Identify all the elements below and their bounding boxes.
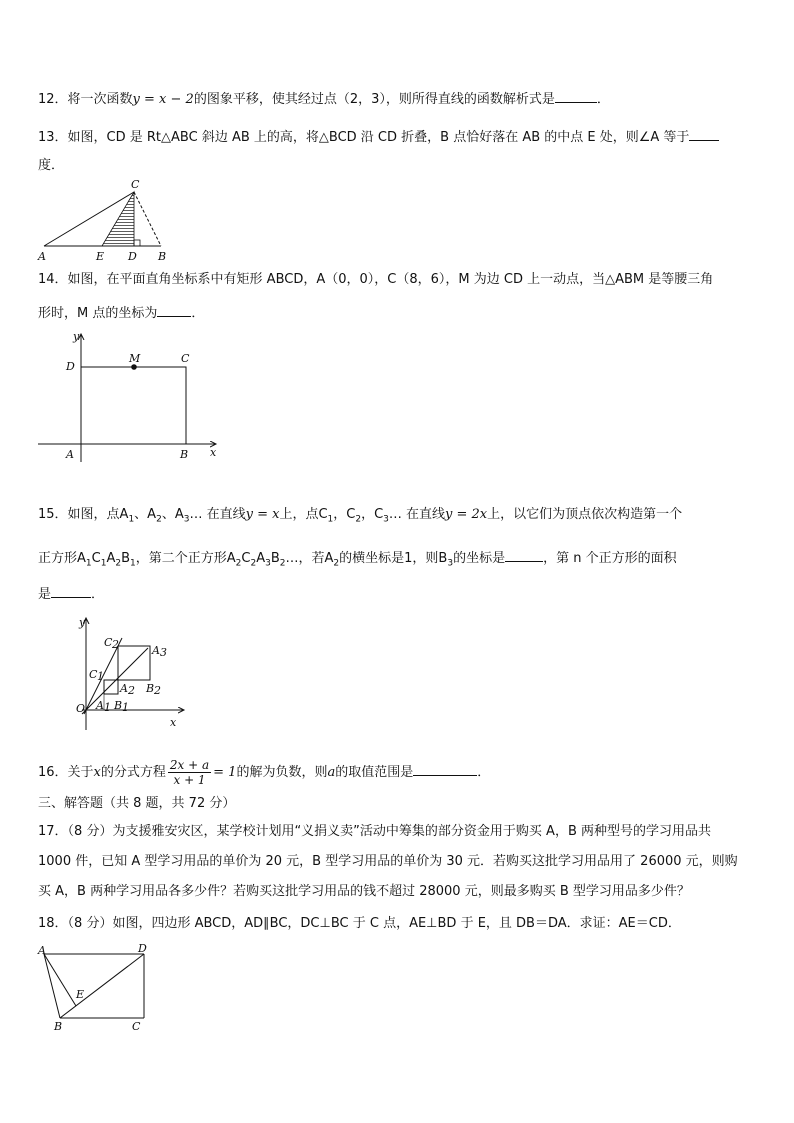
- q15-t5: 上，点C: [279, 507, 328, 522]
- q16-fraction: [168, 758, 211, 787]
- q14-text-2: 形时，M 点的坐标为: [38, 306, 158, 321]
- q18-label-E: E: [76, 988, 85, 1001]
- q17-text-2: 1000 件，已知 A 型学习用品的单价为 20 元，B 型学习用品的单价为 30 元．若购买这批学习用品用了 26000 元，则购: [38, 854, 738, 869]
- q17-text-1: 17．（8 分）为支援雅安灾区，某学校计划用“义捐义卖”活动中筹集的部分资金用于购买 A，B 两种型号的学习用品共: [38, 824, 711, 839]
- q12-text-prefix: 12．将一次函数: [38, 92, 133, 107]
- q15-label-A1: A: [96, 699, 104, 712]
- q12-formula: y = x − 2: [132, 92, 194, 107]
- q15-t2: 、A: [134, 507, 157, 522]
- q15-t16: 是: [38, 587, 52, 602]
- q15-label-y: y: [79, 616, 86, 629]
- q15-label-C1: C: [89, 668, 98, 681]
- svg-text:1: 1: [97, 670, 104, 683]
- q13-answer-blank[interactable]: [689, 126, 719, 141]
- q15-t1: 15．如图，点A: [38, 507, 129, 522]
- q16-denominator: x + 1: [173, 773, 206, 787]
- q14-label-M: M: [129, 352, 141, 365]
- q15-label-C2: C: [104, 636, 113, 649]
- q13-figure-triangle: [34, 176, 174, 262]
- question-15-line3: [38, 583, 104, 605]
- svg-text:2: 2: [112, 638, 119, 651]
- question-12: [38, 88, 610, 110]
- q15-label-x: x: [170, 716, 177, 729]
- q15-t13: 的横坐标是1，则B: [339, 551, 448, 566]
- q14-text: 14．如图，在平面直角坐标系中有矩形 ABCD，A（0，0），C（8，6），M 为边 CD 上一动点，当△ABM 是等腰三角: [38, 272, 714, 287]
- question-14-line2: [38, 302, 204, 324]
- q13-text-end: 度．: [38, 158, 65, 173]
- q14-label-A: A: [66, 448, 74, 461]
- q18-label-C: C: [132, 1020, 141, 1033]
- q17-text-3: 买 A，B 两种学习用品各多少件？若购买这批学习用品的钱不超过 28000 元，则最多购买 B 型学习用品多少件？: [38, 884, 690, 899]
- question-16: [38, 758, 490, 788]
- q16-var-x: x: [93, 765, 101, 780]
- q15-figure-squares: [60, 612, 190, 736]
- q15-t17: ．: [91, 587, 105, 602]
- q13-text: 13．如图，CD 是 Rt△ABC 斜边 AB 上的高，将△BCD 沿 CD 折叠，B 点恰好落在 AB 的中点 E 处，则∠A 等于: [38, 130, 690, 145]
- q18-text: 18．（8 分）如图，四边形 ABCD，AD∥BC，DC⊥BC 于 C 点，AE⊥BD 于 E，且 DB＝DA．求证：AE＝CD．: [38, 916, 681, 931]
- svg-text:2: 2: [128, 684, 135, 697]
- q18-label-B: B: [54, 1020, 63, 1033]
- q15-t11: ，第二个正方形A: [135, 551, 236, 566]
- q15-label-A3: A: [152, 644, 160, 657]
- q15-answer-blank-1[interactable]: [505, 547, 543, 562]
- q15-t14: 的坐标是: [453, 551, 506, 566]
- q12-end: ．: [596, 92, 610, 107]
- question-18: [38, 914, 681, 934]
- question-15-line2: 正方形$A_1C_1A_2B_1$，第二个正方形$A_2C_2A_3B_2\dots$，若$A_2$的横坐标是1，则$B_3$的坐标是 ，第 n 个正方形的面积: [38, 547, 677, 574]
- q13-label-D: D: [128, 250, 137, 262]
- q16-answer-blank[interactable]: [413, 761, 477, 776]
- q14-label-y: y: [73, 330, 80, 343]
- q18-figure-quadrilateral: [34, 942, 158, 1034]
- q15-label-A2: A: [120, 682, 128, 695]
- question-17-line3: [38, 882, 690, 902]
- q15-answer-blank-2[interactable]: [51, 583, 91, 598]
- q15-line-yx: y = x: [245, 507, 280, 522]
- question-17: [38, 822, 711, 842]
- q14-figure-rectangle: [34, 326, 224, 466]
- q13-label-B: B: [158, 250, 167, 262]
- q16-t3: 的解为负数，则: [236, 765, 328, 780]
- q14-label-B: B: [180, 448, 189, 461]
- q13-label-E: E: [96, 250, 105, 262]
- q15-label-B2: B: [146, 682, 155, 695]
- q15-t8: … 在直线: [388, 507, 446, 522]
- q14-label-D: D: [66, 360, 75, 373]
- q18-label-D: D: [138, 942, 147, 955]
- svg-text:2: 2: [154, 684, 161, 697]
- q15-t12: …，若A: [285, 551, 334, 566]
- q13-label-C: C: [131, 178, 140, 191]
- q14-label-C: C: [181, 352, 190, 365]
- question-14: [38, 270, 713, 290]
- q15-t15: ，第 n 个正方形的面积: [543, 551, 677, 566]
- question-15: 15．如图，点$A_1$、$A_2$、$A_3\dots$ 在直线y = x上，点$C_1$，$C_2$，$C_3\dots$ 在直线y = 2x上，以它们为顶点依次构造第一个: [38, 507, 683, 525]
- q16-var-a: a: [327, 765, 336, 780]
- q12-text-suffix: 的图象平移，使其经过点（2，3），则所得直线的函数解析式是: [193, 92, 555, 107]
- q14-label-x: x: [210, 446, 217, 459]
- svg-text:1: 1: [104, 701, 111, 714]
- q16-t1: 16．关于: [38, 765, 94, 780]
- q16-end: ．: [477, 765, 491, 780]
- q14-end: ．: [191, 306, 205, 321]
- q13-label-A: A: [38, 250, 46, 262]
- section-3-title: [38, 794, 235, 814]
- q14-answer-blank[interactable]: [157, 302, 191, 317]
- svg-text:1: 1: [122, 701, 129, 714]
- q18-label-A: A: [38, 944, 46, 957]
- q15-t4: … 在直线: [189, 507, 246, 522]
- q16-t2: 的分式方程: [100, 765, 166, 780]
- q16-numerator: 2x + a: [169, 758, 210, 772]
- question-17-line2: [38, 852, 738, 872]
- section-3-title-text: 三、解答题（共 8 题，共 72 分）: [38, 796, 236, 811]
- q16-equals-one: = 1: [213, 765, 237, 780]
- q12-answer-blank[interactable]: [555, 88, 597, 103]
- question-13-line2: [38, 156, 64, 176]
- q15-line-y2x: y = 2x: [445, 507, 488, 522]
- q15-t7: ，C: [361, 507, 384, 522]
- svg-text:3: 3: [160, 646, 167, 659]
- q15-t10: 正方形A: [38, 551, 86, 566]
- q16-t4: 的取值范围是: [335, 765, 414, 780]
- question-13: [38, 126, 719, 148]
- q15-t3: 、A: [161, 507, 184, 522]
- q15-label-O: O: [76, 702, 86, 715]
- q15-t9: 上，以它们为顶点依次构造第一个: [487, 507, 683, 522]
- q15-t6: ，C: [333, 507, 356, 522]
- q15-label-B1: B: [114, 699, 123, 712]
